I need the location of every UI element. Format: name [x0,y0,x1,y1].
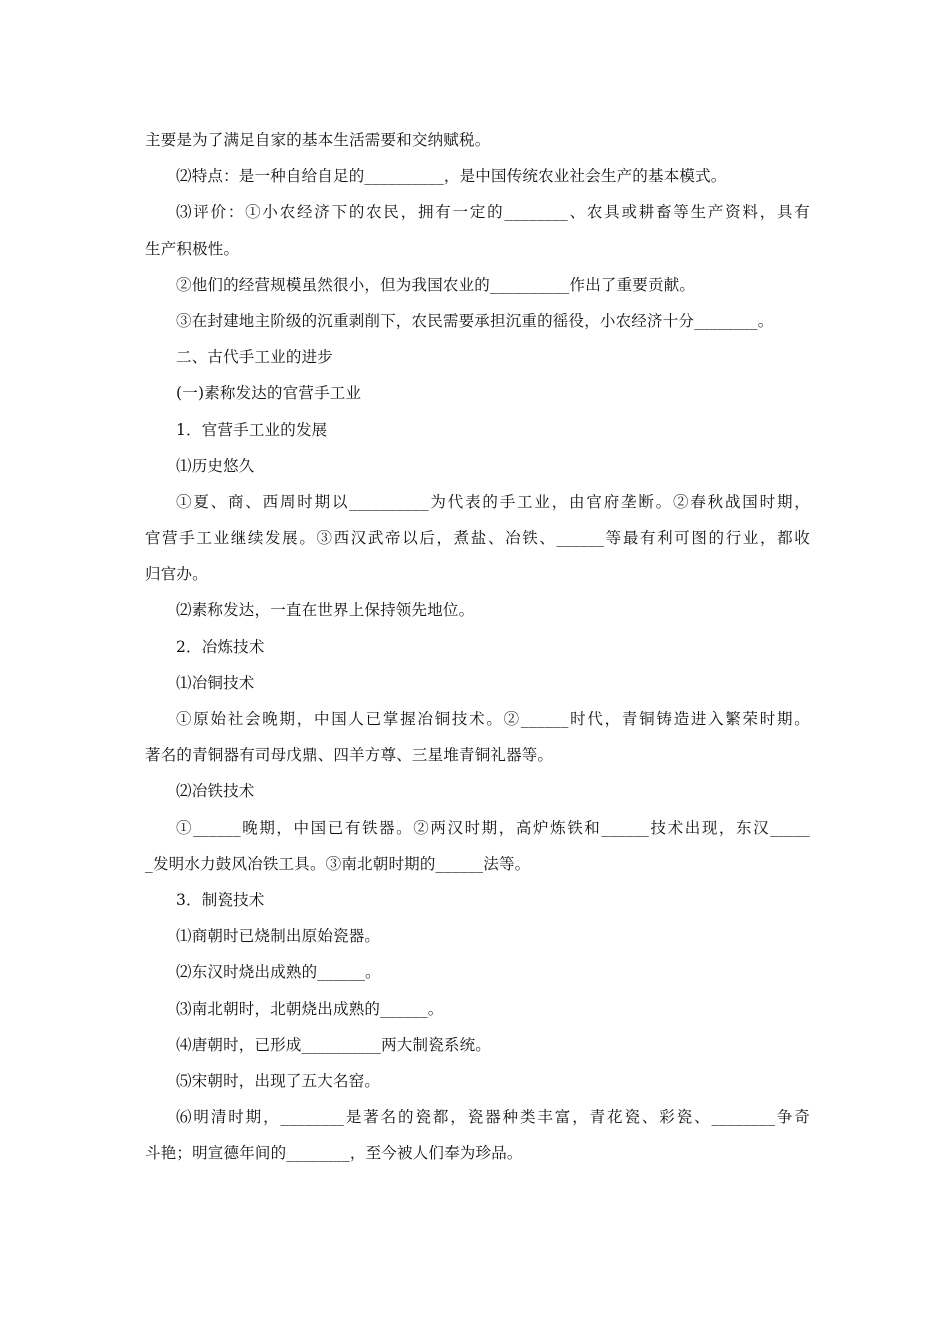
text-line: 主要是为了满足自家的基本生活需要和交纳赋税。 [145,131,491,149]
text-line: ⑴冶铜技术 [176,673,255,692]
text-line: 官营手工业继续发展。③西汉武帝以后，煮盐、冶铁、______等最有利可图的行业，都收 [145,529,810,548]
text-line: ⑶南北朝时，北朝烧出成熟的______。 [176,999,444,1018]
text-line: ⑵冶铁技术 [176,782,255,801]
text-line: ①______晚期，中国已有铁器。②两汉时期，高炉炼铁和______技术出现，东汉_____ [176,818,810,837]
text-line: ⑶评价：①小农经济下的农民，拥有一定的________、农具或耕畜等生产资料，具有 [176,203,810,222]
text-line: 斗艳；明宣德年间的________，至今被人们奉为珍品。 [145,1144,523,1163]
text-line: _发明水力鼓风冶铁工具。③南北朝时期的______法等。 [145,854,531,873]
text-line: ①原始社会晚期，中国人已掌握冶铜技术。②______时代，青铜铸造进入繁荣时期。 [176,710,810,728]
text-line: 2．冶炼技术 [176,637,265,656]
text-line: 1．官营手工业的发展 [176,420,328,439]
document-body [145,122,810,1171]
text-line: ⑴商朝时已烧制出原始瓷器。 [176,927,381,946]
text-line: 3．制瓷技术 [176,890,265,909]
text-line: ⑸宋朝时，出现了五大名窑。 [176,1071,381,1090]
text-line: 二、古代手工业的进步 [176,348,334,367]
text-line: 生产积极性。 [145,239,240,258]
text-line: (一)素称发达的官营手工业 [176,384,362,403]
text-line: ⑵特点：是一种自给自足的__________，是中国传统农业社会生产的基本模式。 [176,167,727,186]
text-line: ⑴历史悠久 [176,456,255,475]
text-line: 著名的青铜器有司母戊鼎、四羊方尊、三星堆青铜礼器等。 [145,746,554,765]
text-line: ⑵东汉时烧出成熟的______。 [176,963,381,982]
text-line: ③在封建地主阶级的沉重剥削下，农民需要承担沉重的徭役，小农经济十分________。 [176,311,774,330]
text-line: ⑵素称发达，一直在世界上保持领先地位。 [176,601,475,620]
text-line: 归官办。 [145,565,208,584]
text-line: ⑹明清时期，________是著名的瓷都，瓷器种类丰富，青花瓷、彩瓷、________争奇 [176,1108,810,1127]
text-line: ②他们的经营规模虽然很小，但为我国农业的__________作出了重要贡献。 [176,275,696,294]
text-line: ①夏、商、西周时期以__________为代表的手工业，由官府垄断。②春秋战国时期， [176,492,810,511]
text-line: ⑷唐朝时，已形成__________两大制瓷系统。 [176,1035,492,1054]
